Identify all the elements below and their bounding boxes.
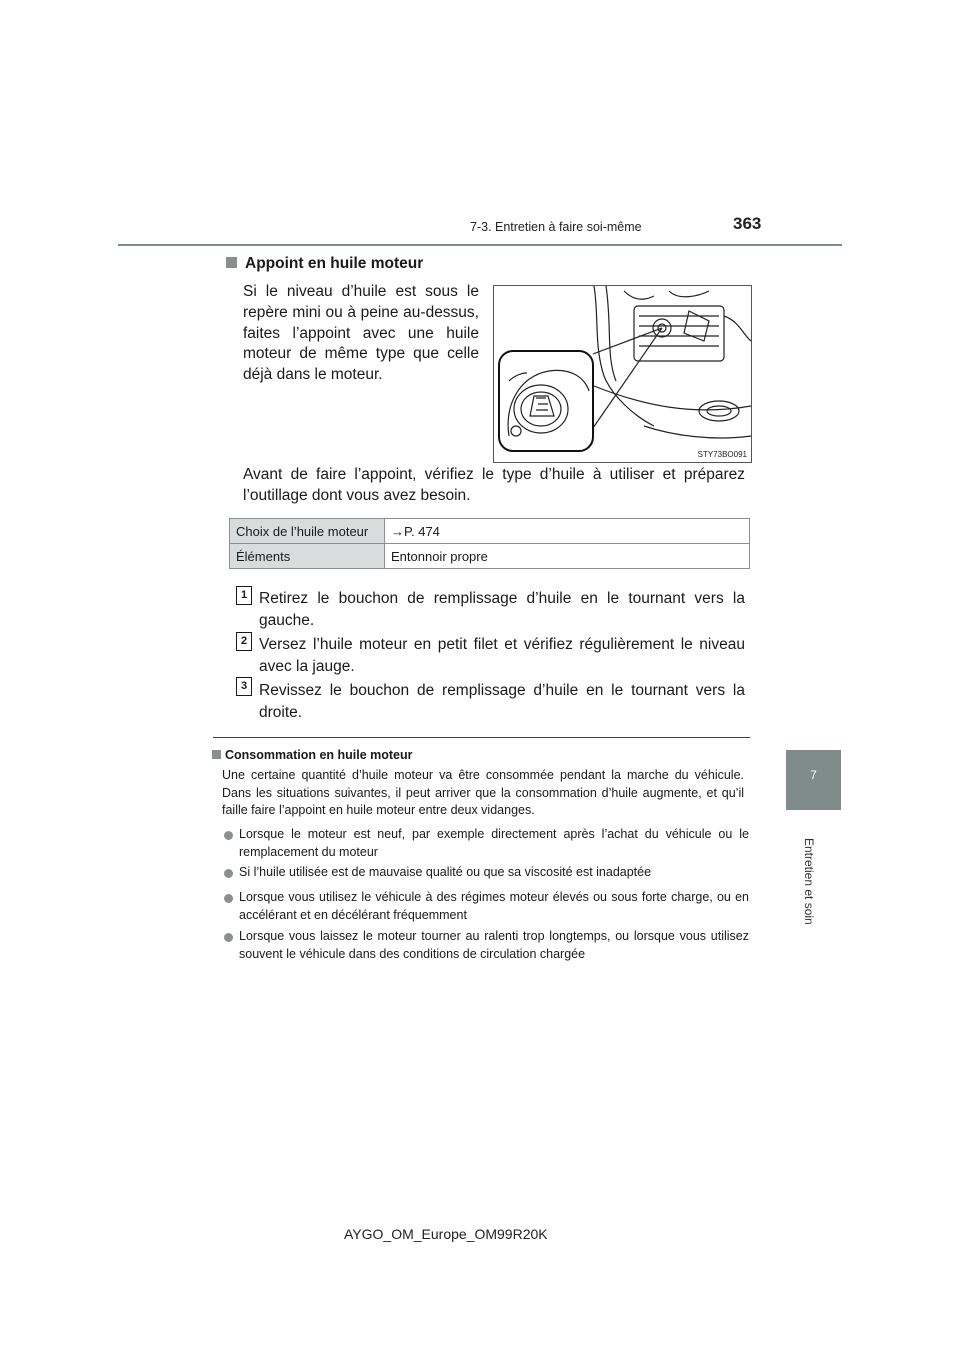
circle-bullet-icon: [224, 933, 233, 942]
page-reference-link[interactable]: →P. 474: [385, 519, 750, 544]
info-table: [229, 518, 750, 569]
chapter-label: [790, 838, 814, 938]
page-number: 363: [733, 214, 762, 233]
notes-divider: [213, 737, 750, 738]
header-rule: [118, 244, 842, 246]
note-bullet-text: Si l’huile utilisée est de mauvaise qualité ou que sa viscosité est inadaptée: [239, 865, 652, 879]
note-bullet-text: Lorsque vous laissez le moteur tourner au ralenti trop longtemps, ou lorsque vous utilisez souvent le véhicule dans des conditions de circulation chargée: [239, 929, 749, 961]
note-bullet-text: Lorsque vous utilisez le véhicule à des régimes moteur élevés ou sous forte charge, ou en accélérant et en décélérant fréquemment: [239, 890, 749, 922]
chapter-tab: [786, 750, 841, 810]
engine-oil-cap-figure: [493, 285, 752, 463]
figure-code: STY73BO091: [697, 450, 747, 459]
square-bullet-icon: [212, 750, 221, 759]
preparation-paragraph: Avant de faire l’appoint, vérifiez le type d’huile à utiliser et préparez l’outillage dont vous avez besoin.: [243, 466, 745, 504]
step-number-badge: 3: [236, 677, 252, 696]
table-row: [230, 544, 750, 569]
step-number-badge: 2: [236, 632, 252, 651]
step-text: Versez l’huile moteur en petit filet et vérifiez régulièrement le niveau avec la jauge.: [259, 636, 745, 675]
circle-bullet-icon: [224, 869, 233, 878]
table-label-cell: Éléments: [230, 544, 385, 569]
notes-heading-text: Consommation en huile moteur: [225, 748, 413, 762]
square-bullet-icon: [226, 257, 237, 268]
table-row: [230, 519, 750, 544]
note-bullet-text: Lorsque le moteur est neuf, par exemple directement après l’achat du véhicule ou le remplacement du moteur: [239, 827, 749, 859]
intro-paragraph: Si le niveau d’huile est sous le repère mini ou à peine au-dessus, faites l’appoint avec une huile moteur de même type que celle déjà dans le moteur.: [243, 283, 479, 384]
notes-heading: [212, 748, 413, 762]
engine-illustration: [494, 286, 751, 462]
chapter-number: 7: [810, 768, 817, 782]
table-label-cell: Choix de l’huile moteur: [230, 519, 385, 544]
circle-bullet-icon: [224, 894, 233, 903]
table-value-cell: Entonnoir propre: [385, 544, 750, 569]
section-heading: [226, 255, 423, 273]
circle-bullet-icon: [224, 831, 233, 840]
notes-intro-paragraph: Une certaine quantité d’huile moteur va être consommée pendant la marche du véhicule. Dans les situations suivantes, il peut arriver que la consommation d’huile augmente, et qu’il faille faire l’appoint en huile moteur entre deux vidanges.: [222, 768, 744, 817]
header-section-title: 7-3. Entretien à faire soi-même: [470, 220, 642, 234]
chapter-title: Entretien et soin: [802, 838, 816, 925]
section-heading-text: Appoint en huile moteur: [245, 255, 424, 272]
footer-document-code: AYGO_OM_Europe_OM99R20K: [344, 1226, 548, 1242]
step-text: Retirez le bouchon de remplissage d’huile en le tournant vers la gauche.: [259, 590, 745, 629]
step-number-badge: 1: [236, 586, 252, 605]
step-text: Revissez le bouchon de remplissage d’huile en le tournant vers la droite.: [259, 682, 745, 721]
